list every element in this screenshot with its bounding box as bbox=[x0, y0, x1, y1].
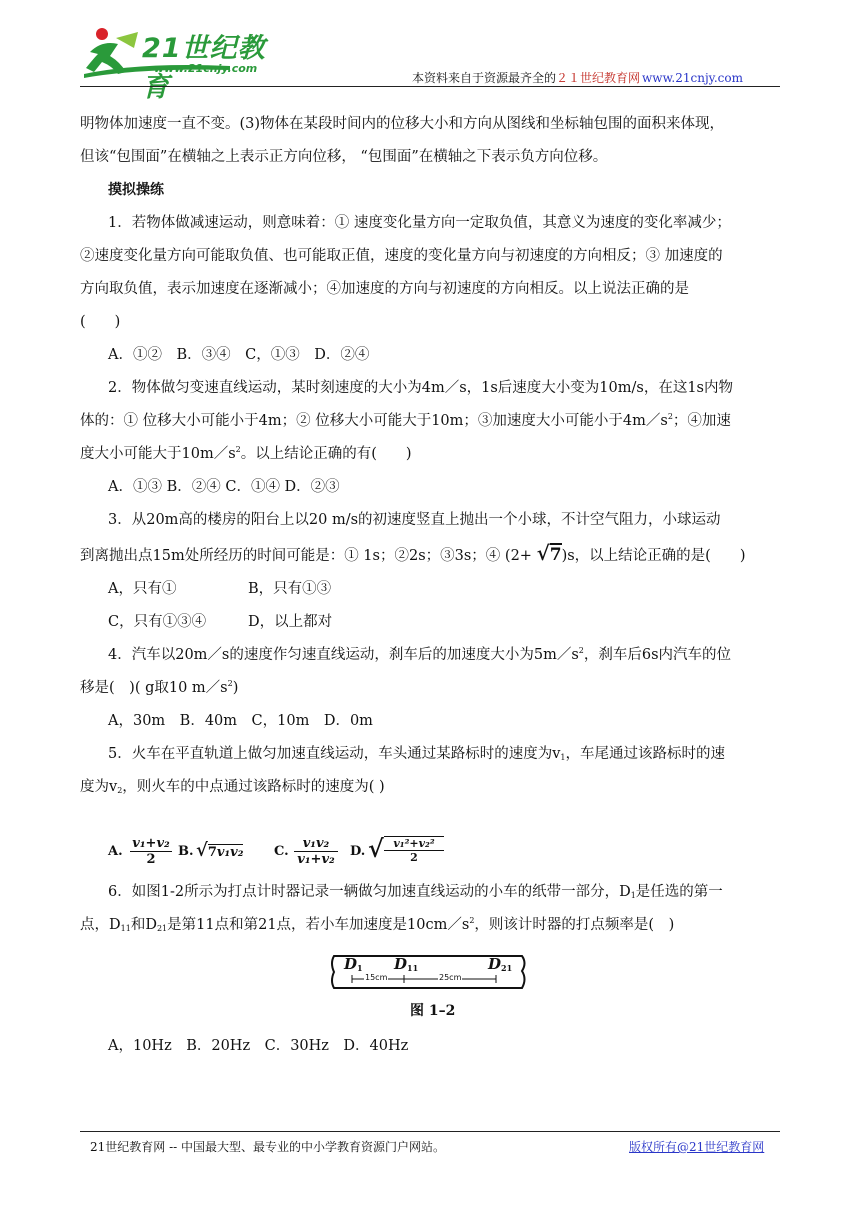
figure-tape bbox=[330, 953, 530, 991]
main-content bbox=[80, 108, 780, 804]
q2-options: A．①③ B．②④ C．①④ D．②③ bbox=[108, 479, 340, 495]
tape-label-d21: $D_{21}$ bbox=[488, 955, 513, 973]
q4-line-2: 移是( )( g取10 $m/s^2$) bbox=[80, 679, 239, 696]
footer-left: 21世纪教育网 -- 中国最大型、最专业的中小学教育资源门户网站。 bbox=[90, 1140, 446, 1154]
tape-dist-25: 25cm bbox=[439, 973, 462, 982]
tagline-url-link[interactable]: www.21cnjy.com bbox=[642, 71, 743, 85]
q1-line-1: 1．若物体做减速运动，则意味着：① 速度变化量方向一定取负值，其意义为速度的变化率减少； bbox=[108, 215, 731, 231]
q5-sqrt-d: √ v₁²+v₂² 2 bbox=[368, 834, 384, 863]
section-title: 摸拟操练 bbox=[108, 182, 164, 198]
q5-sqrt-b: √7v₁v₂ bbox=[196, 840, 244, 861]
sqrt-icon: √ bbox=[368, 834, 384, 863]
q4-line-1: 4．汽车以20m／s的速度作匀速直线运动，刹车后的加速度大小为$5m/s^2$，刹车后6s内汽车的位 bbox=[108, 646, 732, 663]
q6-line-2: 点，$D_{11}$和$D_{21}$是第11点和第21点，若小车加速度是$10cm/s^2$，则该计时器的打点频率是( ) bbox=[80, 916, 675, 933]
intro-line-2: 但该“包围面”在横轴之上表示正方向位移， “包围面”在横轴之下表示负方向位移。 bbox=[80, 149, 608, 165]
q6-options: A，10Hz B．20Hz C．30Hz D．40Hz bbox=[108, 1038, 409, 1054]
q1-line-4: ( ) bbox=[80, 314, 121, 330]
site-logo bbox=[80, 22, 290, 103]
q6-line-1: 6．如图1-2所示为打点计时器记录一辆做匀加速直线运动的小车的纸带一部分，$D_1$是任选的第一 bbox=[108, 884, 723, 900]
tape-dist-15: 15cm bbox=[365, 973, 388, 982]
footer-divider bbox=[80, 1131, 780, 1132]
q1-options: A．①② B．③④ C，①③ D．②④ bbox=[108, 347, 370, 363]
figure-caption: 图 1–2 bbox=[410, 1003, 456, 1019]
tagline-prefix: 本资料来自于资源最齐全的 bbox=[412, 71, 557, 85]
logo-title: 21世纪教育 bbox=[142, 33, 266, 103]
q3-line-1: 3．从20m高的楼房的阳台上以20 m/s的初速度竖直上抛出一个小球，不计空气阻力，小球运动 bbox=[108, 512, 721, 528]
q2-line-3: 度大小可能大于$10m/s^2$。以上结论正确的有( ) bbox=[80, 445, 412, 462]
q2-line-2: 体的：① 位移大小可能小于4m；② 位移大小可能大于10m；③加速度大小可能小于$4m/s^2$；④加速 bbox=[80, 412, 731, 429]
q3-line-2: 到离抛出点15m处所经历的时间可能是：① 1s；②2s；③3s；④ (2+ √7)s，以上结论正确的是( ) bbox=[80, 541, 746, 565]
header-tagline bbox=[412, 69, 743, 86]
q5-opt-c: C. bbox=[274, 844, 289, 859]
sqrt-icon: √ bbox=[196, 840, 208, 861]
q3-options-row-2: C，只有①③④ D，以上都对 bbox=[108, 614, 333, 630]
q4-options: A，30m B．40m C，10m D．0m bbox=[108, 713, 373, 729]
sqrt-icon: √ bbox=[536, 541, 550, 565]
header-divider bbox=[80, 86, 780, 87]
q3-options-row-1: A，只有① B，只有①③ bbox=[108, 581, 332, 597]
q5-line-2: 度为$v_2$，则火车的中点通过该路标时的速度为( ) bbox=[80, 779, 385, 795]
q5-frac-c: v₁v₂ v₁+v₂ bbox=[294, 836, 338, 867]
q1-line-2: ②速度变化量方向可能取负值、也可能取正值，速度的变化量方向与初速度的方向相反；③ 加速度的 bbox=[80, 248, 723, 264]
logo-url: www.21cnjy.com bbox=[154, 62, 258, 75]
q5-frac-a: v₁+v₂ 2 bbox=[130, 836, 172, 867]
q5-opt-d: D. bbox=[350, 844, 366, 859]
q5-opt-b: B. bbox=[178, 844, 194, 859]
tape-label-d1: $D_1$ bbox=[344, 955, 363, 973]
q1-line-3: 方向取负值，表示加速度在逐渐减小；④加速度的方向与初速度的方向相反。以上说法正确的是 bbox=[80, 281, 689, 297]
q5-opt-a: A. bbox=[108, 844, 123, 859]
q2-line-1: 2．物体做匀变速直线运动，某时刻速度的大小为4m／s，1s后速度大小变为10m/s，在这1s内物 bbox=[108, 380, 733, 396]
intro-line-1: 明物体加速度一直不变。(3)物体在某段时间内的位移大小和方向从图线和坐标轴包围的面积来体现， bbox=[80, 116, 725, 132]
q5-formula-options bbox=[108, 834, 468, 872]
footer-copyright-link[interactable]: 版权所有@21世纪教育网 bbox=[629, 1140, 765, 1154]
tape-label-d11: $D_{11}$ bbox=[394, 955, 419, 973]
q6-options-block bbox=[80, 1030, 780, 1063]
q6-text bbox=[80, 876, 780, 942]
tagline-site: ２１世纪教育网 bbox=[556, 71, 641, 85]
q5-line-1: 5．火车在平直轨道上做匀加速直线运动，车头通过某路标时的速度为$v_1$，车尾通过该路标时的速 bbox=[108, 746, 726, 762]
